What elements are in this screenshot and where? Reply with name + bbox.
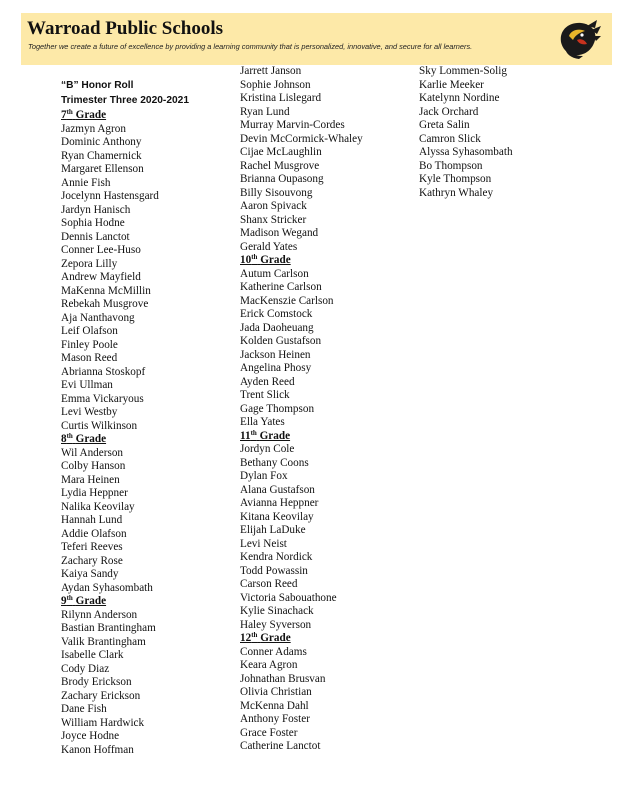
student-name: Brianna Oupasong [240, 173, 324, 185]
student-name: Keara Agron [240, 659, 298, 671]
student-name: Finley Poole [61, 338, 118, 351]
grade-heading [240, 254, 291, 267]
student-name: Carson Reed [240, 578, 298, 590]
student-name: Billy Sisouvong [240, 186, 313, 199]
grade-number: 8 [61, 433, 67, 445]
student-name: Zachary Erickson [61, 689, 141, 702]
student-name: Avianna Heppner [240, 497, 319, 509]
grade-word: Grade [260, 632, 291, 644]
grade-heading [240, 632, 291, 645]
student-name: Rebekah Musgrove [61, 298, 149, 310]
grade-number: 10 [240, 254, 252, 266]
student-name: William Hardwick [61, 716, 145, 729]
grade-number: 7 [61, 109, 67, 121]
student-name: Jada Daoheuang [240, 321, 314, 334]
student-name: Zachary Rose [61, 554, 123, 567]
grade-word: Grade [75, 433, 107, 445]
student-name: Colby Hanson [61, 460, 126, 472]
grade-suffix: th [66, 432, 73, 440]
student-name: Dylan Fox [240, 470, 288, 482]
student-name: Kendra Nordick [240, 551, 313, 563]
student-name: MacKenszie Carlson [240, 294, 334, 307]
student-name: Todd Powassin [240, 564, 308, 577]
grade-word: Grade [259, 429, 291, 442]
student-name: Madison Wegand [240, 227, 319, 239]
student-name: Nalika Keovilay [61, 500, 135, 513]
student-name: McKenna Dahl [240, 699, 309, 712]
student-name: Abrianna Stoskopf [61, 365, 146, 378]
student-name: Ryan Chamernick [61, 149, 142, 162]
student-name: Sophia Hodne [61, 217, 125, 229]
student-name: Emma Vickaryous [61, 392, 144, 405]
student-name: Autum Carlson [240, 267, 309, 280]
school-tagline: Together we create a future of excellence by providing a learning community that is personalized, innovative, and secure for all learners. [28, 42, 473, 51]
student-name: Valik Brantingham [61, 635, 146, 648]
student-name: Devin McCormick-Whaley [240, 132, 363, 145]
student-name: Mason Reed [61, 352, 118, 364]
student-name: Grace Foster [240, 726, 298, 739]
student-name: Evi Ullman [61, 379, 113, 391]
grade-suffix: th [250, 428, 257, 437]
grade-heading [61, 595, 106, 608]
honor-roll-term: Trimester Three 2020-2021 [61, 95, 189, 106]
student-name: Cijae McLaughlin [240, 146, 322, 158]
student-name: Haley Syverson [240, 618, 312, 631]
student-name: Levi Westby [61, 406, 118, 418]
student-name: Catherine Lanctot [240, 740, 321, 752]
student-name: Olivia Christian [240, 686, 312, 698]
student-name: Jarrett Janson [240, 65, 302, 77]
student-name: Rilynn Anderson [61, 608, 138, 621]
student-name: Kristina Lislegard [240, 92, 322, 104]
grade-word: Grade [260, 254, 291, 266]
student-name: Karlie Meeker [419, 78, 484, 91]
grade-heading [61, 433, 106, 446]
student-name: Hannah Lund [61, 514, 123, 526]
grade-word: Grade [75, 109, 107, 121]
student-name: Ryan Lund [240, 105, 290, 118]
student-name: Jazmyn Agron [61, 122, 126, 135]
student-name: Anthony Foster [240, 713, 310, 725]
student-name: Murray Marvin-Cordes [240, 119, 345, 131]
student-name: Aja Nanthavong [61, 311, 135, 324]
student-name: Alana Gustafson [240, 483, 315, 496]
student-name: Bo Thompson [419, 159, 483, 172]
student-name: Cody Diaz [61, 662, 110, 675]
grade-number: 11 [240, 429, 251, 442]
student-name: Ella Yates [240, 416, 285, 428]
student-name: Trent Slick [240, 389, 290, 401]
student-name: Kitana Keovilay [240, 510, 314, 523]
student-name: Kathryn Whaley [419, 186, 494, 199]
student-name: Camron Slick [419, 132, 481, 145]
student-name: Elijah LaDuke [240, 524, 306, 536]
student-name: Jack Orchard [419, 105, 479, 118]
student-name: Leif Olafson [61, 325, 118, 337]
student-name: Jackson Heinen [240, 348, 311, 361]
student-name: Addie Olafson [61, 527, 127, 540]
grade-heading [61, 109, 106, 122]
student-name: Kyle Thompson [419, 173, 492, 185]
grade-number: 9 [61, 595, 67, 607]
student-name: Johnathan Brusvan [240, 672, 326, 685]
student-name: Annie Fish [61, 176, 111, 189]
grade-word: Grade [75, 595, 107, 607]
student-name: Shanx Stricker [240, 213, 307, 226]
student-name: Teferi Reeves [61, 541, 123, 553]
student-name: Erick Comstock [240, 308, 313, 320]
grade-number: 12 [240, 632, 252, 644]
student-name: Dominic Anthony [61, 136, 142, 148]
student-name: Kolden Gustafson [240, 335, 322, 347]
student-name: Mara Heinen [61, 473, 120, 486]
student-name: Conner Lee-Huso [61, 244, 141, 256]
warrior-head-logo-icon [557, 18, 601, 60]
grade-heading [240, 430, 290, 443]
student-name: Jardyn Hanisch [61, 203, 131, 216]
student-name: Wil Anderson [61, 446, 124, 459]
student-name: Joyce Hodne [61, 730, 120, 742]
student-name: Andrew Mayfield [61, 271, 141, 283]
grade-suffix: th [66, 108, 73, 116]
student-name: Ayden Reed [240, 375, 295, 388]
student-name: Katherine Carlson [240, 281, 322, 293]
student-name: Curtis Wilkinson [61, 419, 138, 432]
student-name: Zepora Lilly [61, 257, 118, 270]
student-name: Brody Erickson [61, 676, 132, 688]
student-name: Bethany Coons [240, 456, 309, 469]
student-name: Sky Lommen-Solig [419, 65, 507, 77]
student-name: MaKenna McMillin [61, 284, 151, 297]
grade-suffix: th [251, 253, 258, 261]
student-name: Kaiya Sandy [61, 568, 119, 580]
student-name: Isabelle Clark [61, 649, 124, 661]
student-name: Margaret Ellenson [61, 163, 144, 175]
grade-suffix: th [66, 594, 73, 602]
student-name: Greta Salin [419, 119, 470, 131]
student-name: Katelynn Nordine [419, 92, 500, 104]
student-name: Gage Thompson [240, 402, 315, 415]
student-name: Jordyn Cole [240, 443, 295, 455]
school-name: Warroad Public Schools [27, 18, 224, 39]
student-name: Aydan Syhasombath [61, 581, 153, 594]
student-name: Kanon Hoffman [61, 743, 134, 756]
student-name: Alyssa Syhasombath [419, 146, 513, 158]
student-name: Levi Neist [240, 537, 287, 550]
student-name: Kylie Sinachack [240, 605, 314, 617]
student-name: Bastian Brantingham [61, 622, 156, 634]
student-name: Lydia Heppner [61, 487, 128, 499]
student-name: Dane Fish [61, 703, 107, 715]
honor-roll-title: “B” Honor Roll [61, 80, 134, 91]
student-name: Aaron Spivack [240, 200, 307, 212]
student-name: Rachel Musgrove [240, 159, 320, 172]
student-name: Angelina Phosy [240, 362, 312, 374]
student-name: Sophie Johnson [240, 78, 311, 91]
grade-suffix: th [251, 631, 258, 639]
student-name: Dennis Lanctot [61, 230, 130, 243]
student-name: Jocelynn Hastensgard [61, 190, 159, 202]
student-name: Gerald Yates [240, 240, 298, 253]
student-name: Victoria Sabouathone [240, 591, 337, 604]
student-name: Conner Adams [240, 645, 307, 658]
